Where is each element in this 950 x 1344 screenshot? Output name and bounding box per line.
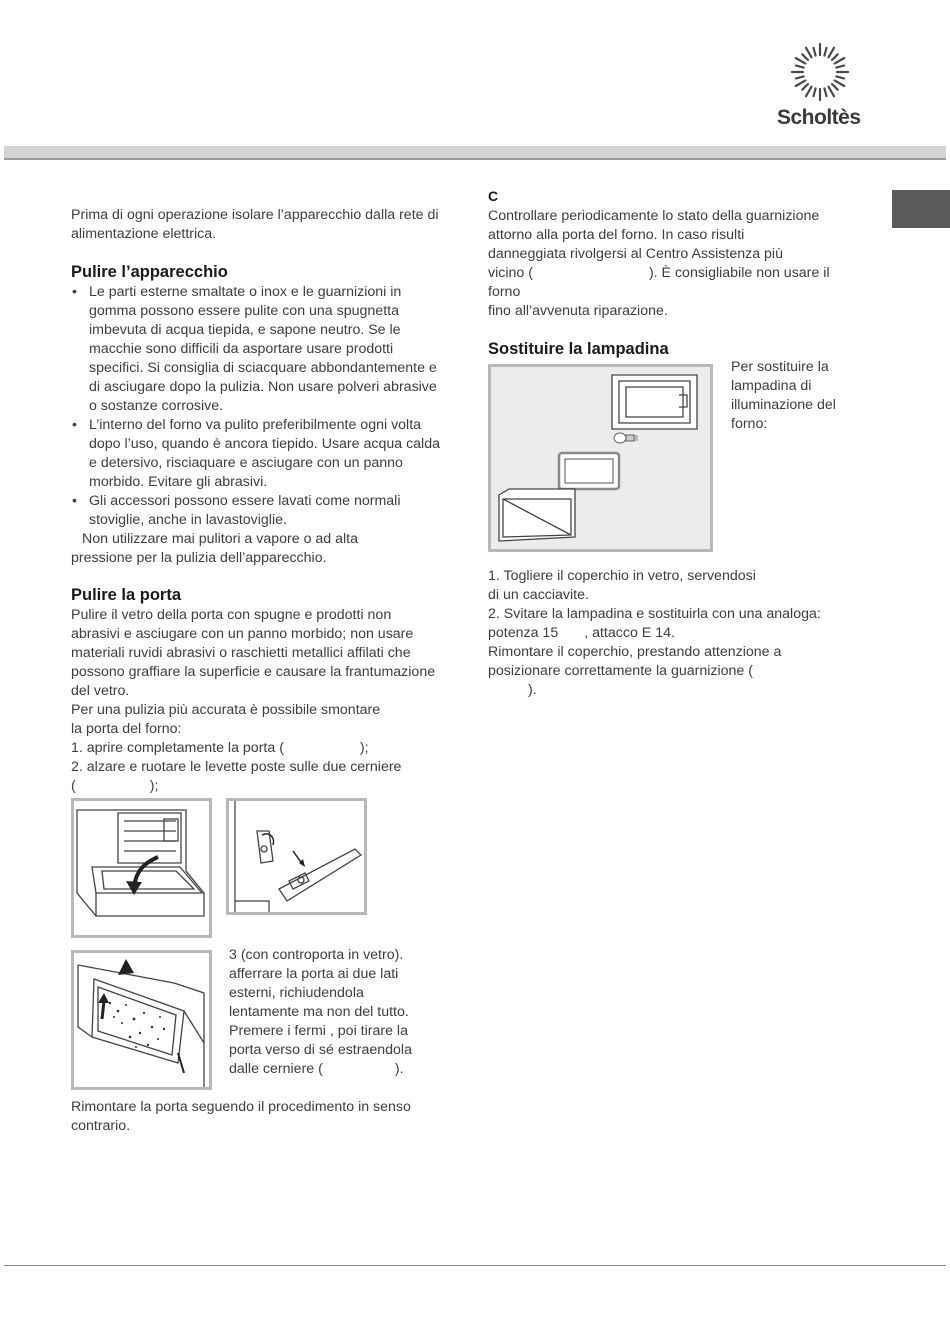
logo-ray [802, 84, 808, 90]
door-closing-text: Rimontare la porta seguendo il procedimento in senso contrario. [71, 1099, 411, 1134]
section-gasket: C Controllare periodicamente lo stato della guarnizione attorno alla porta del forno. In caso risulti danneggiata rivolgersi al Centro Assistenza più vicino ( ). È consigliabile non usare il forno fino all’avvenuta riparazione. [488, 188, 866, 321]
sun-logo-icon [774, 40, 866, 106]
section-title: Pulire la porta [71, 586, 182, 604]
logo-ray [832, 84, 838, 90]
logo-ray [796, 66, 804, 68]
figure-open-door [71, 798, 212, 938]
logo-ray [824, 48, 826, 56]
section-title: Sostituire la lampadina [488, 340, 669, 358]
figure-hinge-lever [226, 798, 367, 915]
logo-ray [829, 87, 835, 97]
list-item: • Le parti esterne smaltate o inox e le guarnizioni in gomma possono essere pulite con una spugnetta imbevuta di acqua tiepida, e sapone neutro. Se le macchie sono difficili da asportare usare prodotti specifici. Si consiglia di sciacquare abbondantemente e di asciugare dopo la pulizia. Non usare polveri abrasive o sostanze corrosive. [71, 283, 446, 416]
door-step-2b: ( ); [71, 778, 159, 794]
gasket-title: C [488, 188, 499, 204]
logo-ray [835, 81, 845, 87]
logo-ray [806, 48, 812, 58]
warning-note: Non utilizzare mai pulitori a vapore o ad alta pressione per la pulizia dell’apparecchio. [71, 531, 359, 566]
intro-text: Prima di ogni operazione isolare l’apparecchio dalla rete di alimentazione elettrica. [71, 207, 439, 242]
logo-ray [796, 81, 806, 87]
logo-ray [835, 58, 845, 64]
logo-ray [814, 48, 816, 56]
door-step-1: 1. aprire completamente la porta ( ); [71, 740, 369, 756]
door-paragraph: Pulire il vetro della porta con spugne e prodotti non abrasivi e asciugare con un panno morbido; non usare materiali ruvidi abrasivi o raschietti metallici affilati che possono graffiare la superficie e causare la frantumazione del vetro. [71, 607, 436, 699]
list-item: • Gli accessori possono essere lavati come normali stoviglie, anche in lavastoviglie. [71, 492, 446, 530]
logo-ray [802, 54, 808, 60]
lamp-steps: 1. Togliere il coperchio in vetro, servendosi di un cacciavite. 2. Svitare la lampadina e sostituirla con una analoga: potenza 15 , attacco E 14. Rimontare il coperchio, prestando attenzione a posizionare correttamente la guarnizione ( ). [488, 568, 821, 698]
section-title: Pulire l’apparecchio [71, 263, 228, 281]
door-paragraph-2b: la porta del forno: [71, 721, 182, 737]
logo-ray [806, 87, 812, 97]
figure-lamp [488, 364, 713, 552]
logo-ray [796, 58, 806, 64]
figure-remove-door [71, 950, 212, 1090]
header-rule [4, 146, 946, 160]
list-item: • L’interno del forno va pulito preferibilmente ogni volta dopo l’uso, quando è ancora tiepido. Usare acqua calda e detersivo, risciaquare e asciugare con un panno morbido. Evitare gli abrasivi. [71, 416, 446, 492]
footer-rule [4, 1265, 946, 1266]
brand-name: Scholtès [777, 106, 861, 129]
section-clean-appliance [71, 262, 446, 568]
logo-ray [836, 76, 844, 78]
door-step-3: 3 (con controporta in vetro). afferrare la porta ai due lati esterni, richiudendola lentamente ma non del tutto. Premere i fermi , poi tirare la porta verso di sé estraendola dalle cerniere ( ). [229, 947, 412, 1077]
section-tab-marker [892, 190, 950, 228]
door-step-2: 2. alzare e ruotare le levette poste sulle due cerniere [71, 759, 402, 775]
bullet-list [71, 283, 446, 530]
logo-ray [829, 48, 835, 58]
section-clean-door [71, 585, 443, 796]
brand-logo [774, 40, 866, 132]
logo-ray [836, 66, 844, 68]
logo-ray [824, 88, 826, 96]
logo-ray [814, 88, 816, 96]
lamp-side-text: Per sostituire la lampadina di illuminazione del forno: [731, 359, 836, 432]
door-paragraph-2a: Per una pulizia più accurata è possibile smontare [71, 702, 381, 718]
logo-ray [796, 76, 804, 78]
section-lamp [488, 339, 868, 359]
logo-ray [832, 54, 838, 60]
